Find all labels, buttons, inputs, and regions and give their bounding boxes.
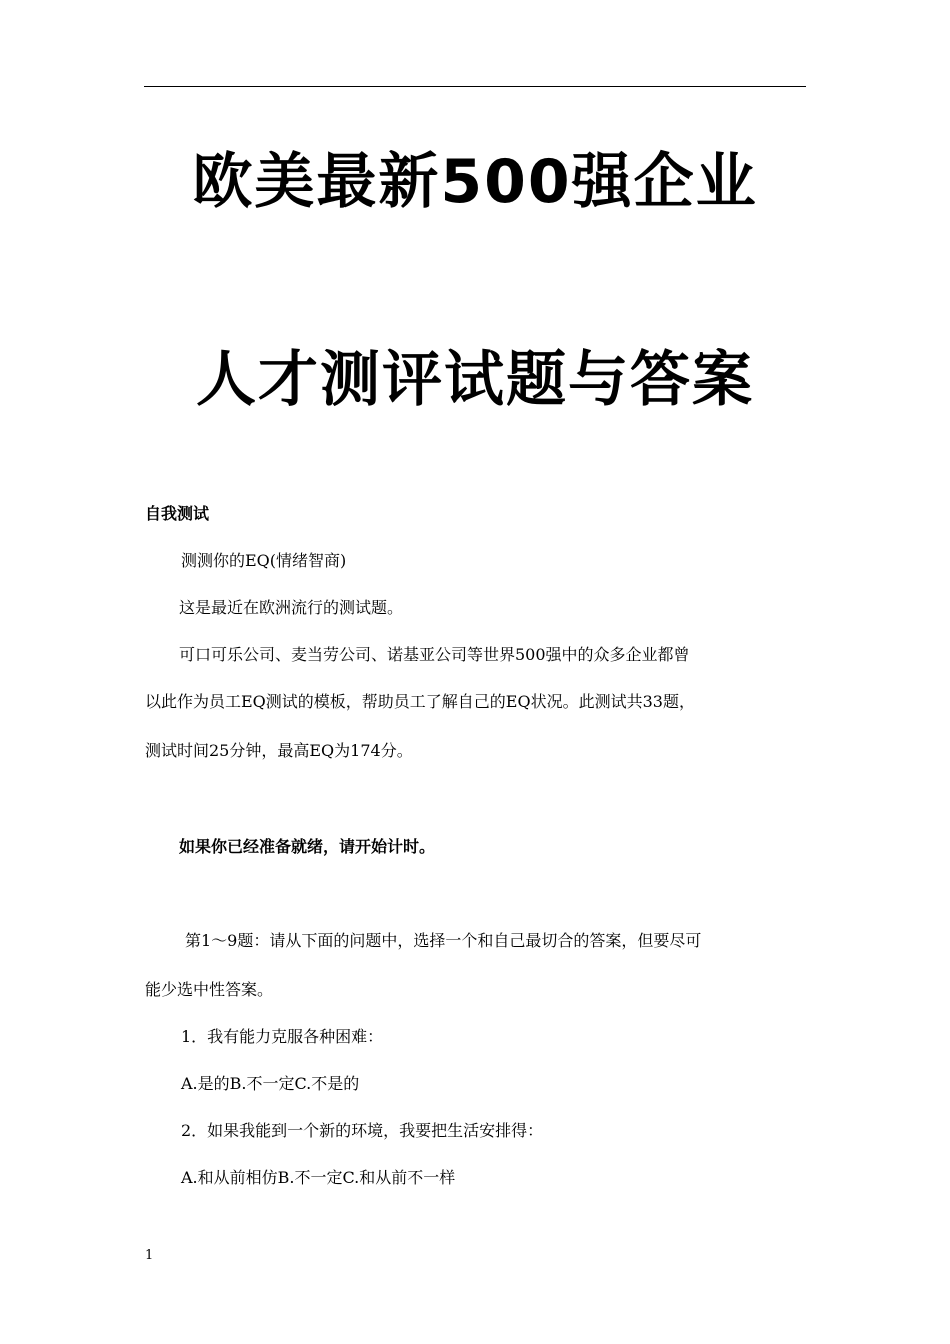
question-1-text: 1．我有能力克服各种困难： [181, 1027, 384, 1046]
page-number: 1 [145, 1248, 154, 1263]
document-title-line-2: 人才测评试题与答案 [196, 345, 754, 415]
question-1-options: A.是的B.不一定C.不是的 [181, 1074, 360, 1093]
header-rule [144, 86, 806, 87]
instructions-line-2: 能少选中性答案。 [145, 980, 274, 999]
question-2-text: 2．如果我能到一个新的环境，我要把生活安排得： [181, 1121, 544, 1140]
intro-paragraph-2-line-1: 可口可乐公司、麦当劳公司、诺基亚公司等世界500强中的众多企业都曾 [179, 645, 690, 664]
intro-paragraph-2-line-3: 测试时间25分钟，最高EQ为174分。 [145, 741, 413, 760]
subheading: 测测你的EQ(情绪智商) [181, 551, 347, 570]
question-2-options: A.和从前相仿B.不一定C.和从前不一样 [181, 1168, 456, 1187]
instructions-line-1: 第1～9题：请从下面的问题中，选择一个和自己最切合的答案，但要尽可 [185, 931, 702, 950]
intro-paragraph-2-line-2: 以此作为员工EQ测试的模板，帮助员工了解自己的EQ状况。此测试共33题， [145, 692, 695, 711]
ready-prompt: 如果你已经准备就绪，请开始计时。 [179, 837, 436, 856]
document-title-line-1: 欧美最新500强企业 [192, 147, 758, 217]
intro-paragraph-1: 这是最近在欧洲流行的测试题。 [179, 598, 404, 617]
section-heading: 自我测试 [145, 504, 210, 523]
